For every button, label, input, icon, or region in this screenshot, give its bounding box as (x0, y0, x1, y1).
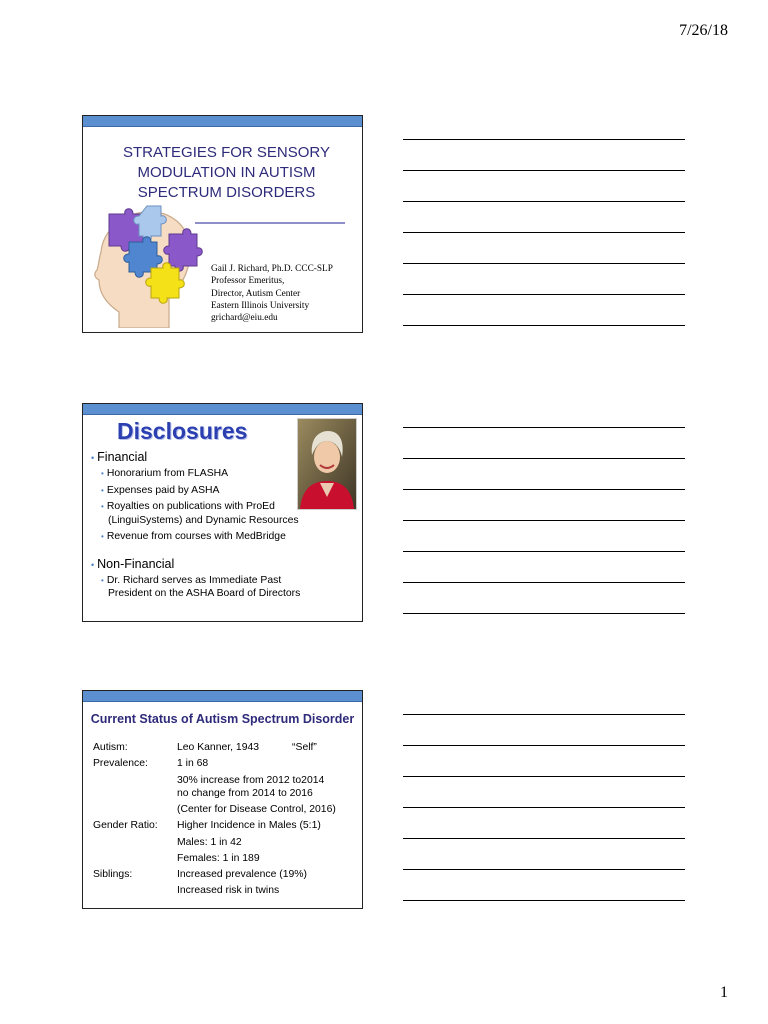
author-role: Director, Autism Center (211, 288, 301, 299)
note-line (403, 263, 685, 264)
table-row: Gender Ratio: Higher Incidence in Males (5:1) (93, 820, 321, 832)
slide-title-text: Current Status of Autism Spectrum Disorder (90, 712, 355, 726)
title-underline (195, 222, 345, 224)
note-line (403, 139, 685, 140)
note-line (403, 714, 685, 715)
table-row: Females: 1 in 189 (177, 852, 260, 864)
author-name: Gail J. Richard, Ph.D. CCC-SLP (211, 264, 333, 274)
list-item: • Expenses paid by ASHA (101, 484, 220, 496)
list-item: • Honorarium from FLASHA (101, 468, 229, 479)
author-title: Professor Emeritus, (211, 276, 285, 287)
table-row: Males: 1 in 42 (177, 836, 242, 848)
slide-current-status (82, 690, 363, 909)
note-line (403, 201, 685, 202)
slide-title (82, 115, 363, 333)
note-line (403, 325, 685, 326)
note-line (403, 294, 685, 295)
note-line (403, 232, 685, 233)
slide-header-bar (83, 691, 362, 702)
note-line (403, 427, 685, 428)
note-line (403, 489, 685, 490)
slide-disclosures (82, 403, 363, 622)
table-row: Autism: Leo Kanner, 1943 “Self” (93, 742, 317, 753)
author-email: grichard@eiu.edu (211, 313, 278, 324)
page-number: 1 (720, 984, 728, 1001)
table-row: 30% increase from 2012 to2014 no change from 2014 to 2016 (177, 774, 325, 799)
note-line (403, 458, 685, 459)
slide-header-bar (83, 404, 362, 415)
list-item: • Revenue from courses with MedBridge (101, 531, 286, 542)
section-heading-financial: • Financial (91, 450, 148, 464)
note-line (403, 807, 685, 808)
note-line (403, 551, 685, 552)
note-line (403, 776, 685, 777)
list-item: • Dr. Richard serves as Immediate Past President on the ASHA Board of Directors (101, 574, 301, 599)
note-line (403, 869, 685, 870)
author-institution: Eastern Illinois University (211, 300, 310, 311)
page-date: 7/26/18 (679, 22, 728, 39)
status-table (93, 741, 357, 901)
note-line (403, 838, 685, 839)
note-line (403, 170, 685, 171)
list-item: • Royalties on publications with ProEd (LinguiSystems) and Dynamic Resources (101, 501, 299, 526)
note-line (403, 900, 685, 901)
table-row: Increased risk in twins (177, 885, 280, 897)
note-line (403, 745, 685, 746)
slide-title-text: STRATEGIES FOR SENSORY MODULATION IN AUTISM SPECTRUM DISORDERS (123, 144, 330, 201)
section-heading-non-financial: • Non-Financial (91, 556, 175, 571)
table-row: Siblings: Increased prevalence (19%) (93, 869, 307, 881)
disclosure-list (91, 450, 358, 604)
head-puzzle-illustration (89, 200, 209, 328)
slide-header-bar (83, 116, 362, 127)
note-line (403, 520, 685, 521)
note-line (403, 582, 685, 583)
author-info (211, 263, 333, 324)
table-row: (Center for Disease Control, 2016) (177, 804, 336, 815)
note-line (403, 613, 685, 614)
slide-title-text: Disclosures (117, 418, 248, 444)
table-row: Prevalence: 1 in 68 (93, 758, 209, 770)
